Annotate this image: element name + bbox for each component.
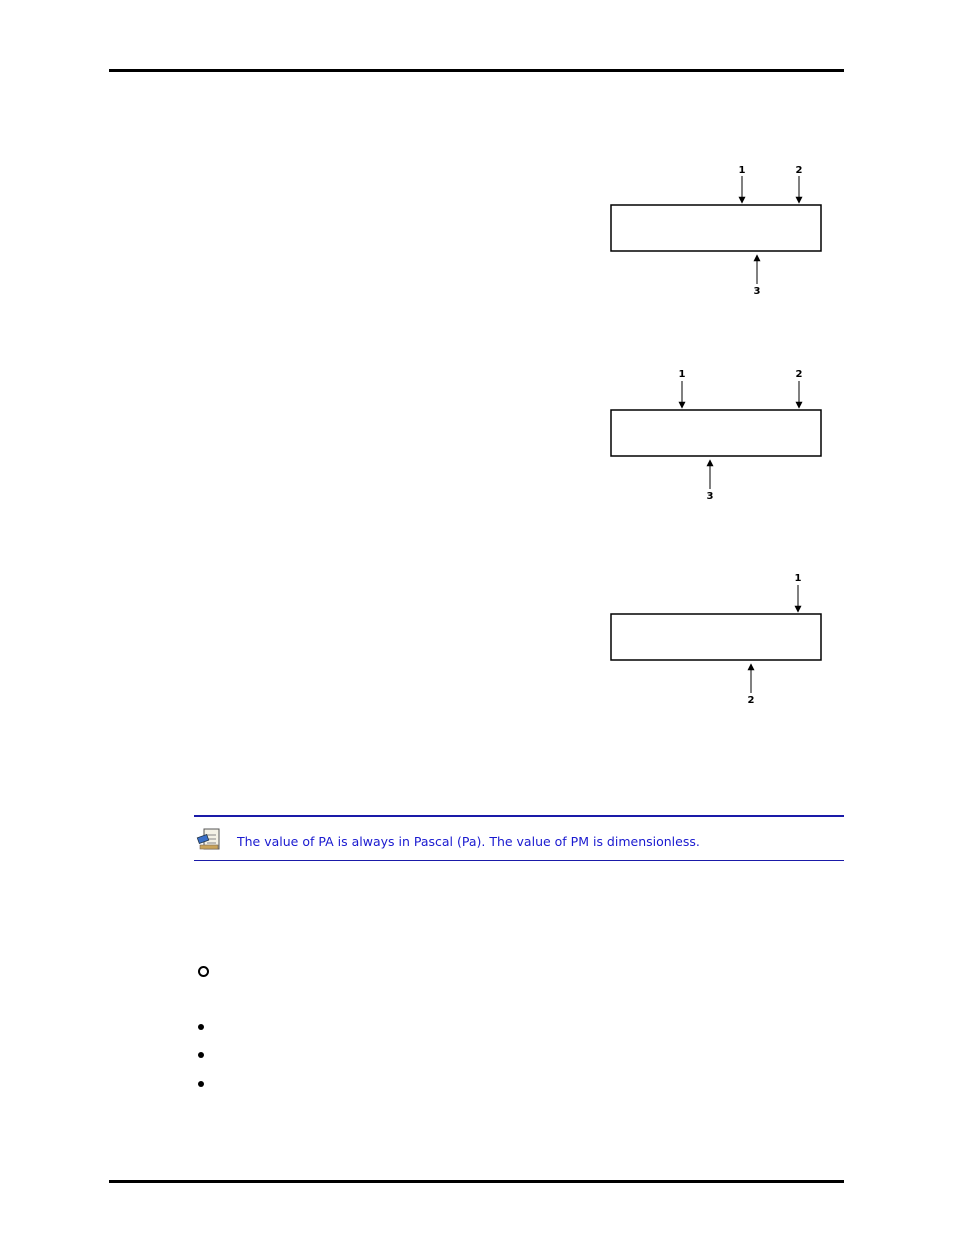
footer-rule: [109, 1180, 844, 1183]
callout-label-1: 1: [738, 165, 746, 176]
callout-label-2: 2: [795, 165, 803, 176]
callout-label-3: 3: [753, 286, 761, 297]
display-diagram-2: [611, 369, 821, 502]
display-box: [611, 205, 821, 251]
display-box: [611, 410, 821, 456]
note-text: The value of PA is always in Pascal (Pa). The value of PM is dimensionless.: [237, 834, 700, 849]
display-diagram-3: [611, 573, 821, 706]
callout-label-1: 1: [678, 369, 686, 380]
note-callout: [194, 815, 844, 861]
display-diagram-1: [611, 165, 821, 297]
list-bullet: [198, 1052, 204, 1058]
list-bullet: [198, 1024, 204, 1030]
hollow-bullet: [198, 966, 209, 977]
note-pad-icon: [196, 827, 222, 853]
callout-label-3: 3: [706, 491, 714, 502]
display-box: [611, 614, 821, 660]
callout-label-2: 2: [795, 369, 803, 380]
list-bullet: [198, 1081, 204, 1087]
callout-label-2: 2: [747, 695, 755, 706]
callout-label-1: 1: [794, 573, 802, 584]
